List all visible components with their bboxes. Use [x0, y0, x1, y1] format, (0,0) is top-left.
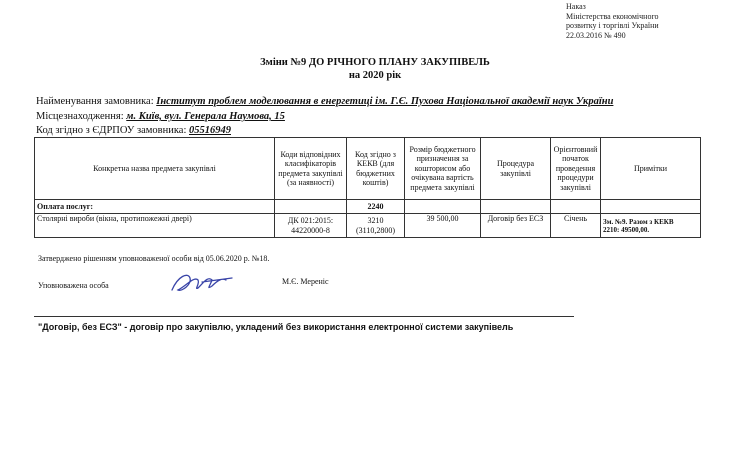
section-empty-4 — [551, 200, 601, 214]
header-amount: Розмір бюджетного призначення за кошторисом або очікувана вартість предмета закупівлі — [405, 138, 481, 200]
order-reference — [566, 2, 659, 40]
header-subject: Конкретна назва предмета закупівлі — [35, 138, 275, 200]
customer-name-value: Інститут проблем моделювання в енергетиці ім. Г.Є. Пухова Національної академії наук України — [156, 96, 614, 107]
title-line-1: Зміни №9 ДО РІЧНОГО ПЛАНУ ЗАКУПІВЕЛЬ — [260, 57, 490, 68]
row-subject: Столярні вироби (вікна, протипожежні двері) — [35, 214, 275, 238]
order-line-4: 22.03.2016 № 490 — [566, 30, 626, 40]
row-classifier-line-1: ДК 021:2015: — [287, 216, 334, 225]
table-section-row — [35, 200, 701, 214]
row-note-line-1: Зм. №9. Разом з КЕКВ — [603, 217, 674, 226]
table-header-row — [35, 138, 701, 200]
header-notes: Примітки — [601, 138, 701, 200]
customer-location-row — [36, 111, 285, 122]
footnote-text: "Договір, без ЕСЗ" - договір про закупівлю, укладений без використання електронної системи закупівель — [38, 322, 514, 332]
signatory-name: М.Є. Мереніс — [282, 277, 329, 286]
order-line-3: розвитку і торгівлі України — [566, 21, 659, 31]
section-empty-1 — [275, 200, 347, 214]
order-line-1: Наказ — [566, 2, 586, 11]
section-empty-3 — [481, 200, 551, 214]
customer-edrpou-row — [36, 125, 231, 136]
procurement-table — [34, 137, 701, 238]
customer-name-label: Найменування замовника: — [36, 96, 154, 107]
signatory-role: Уповноважена особа — [38, 281, 109, 290]
section-label: Оплата послуг: — [35, 200, 275, 214]
row-kekv-line-1: 3210 — [367, 216, 384, 225]
customer-location-value: м. Київ, вул. Генерала Наумова, 15 — [126, 111, 285, 122]
customer-edrpou-label: Код згідно з ЄДРПОУ замовника: — [36, 125, 187, 136]
section-code: 2240 — [347, 200, 405, 214]
row-start: Січень — [551, 214, 601, 238]
header-procedure: Процедура закупівлі — [481, 138, 551, 200]
row-kekv — [347, 214, 405, 238]
customer-edrpou-value: 05516949 — [189, 125, 231, 136]
document-title — [0, 56, 750, 82]
table-row — [35, 214, 701, 238]
header-kekv: Код згідно з КЕКВ (для бюджетних коштів) — [347, 138, 405, 200]
order-line-2: Міністерства економічного — [566, 11, 659, 21]
section-empty-2 — [405, 200, 481, 214]
section-empty-5 — [601, 200, 701, 214]
approval-text: Затверджено рішенням уповноваженої особи від 05.06.2020 р. №18. — [38, 254, 270, 263]
row-kekv-line-2: (3110,2800) — [355, 225, 396, 235]
row-note-line-2: 2210: 49500,00. — [603, 225, 650, 234]
row-classifier-line-2: 44220000-8 — [291, 225, 330, 235]
header-start: Орієнтовний початок проведення процедури закупівлі — [551, 138, 601, 200]
row-amount: 39 500,00 — [405, 214, 481, 238]
customer-name-row — [36, 96, 613, 107]
row-procedure: Договір без ЕСЗ — [481, 214, 551, 238]
title-line-2: на 2020 рік — [348, 70, 402, 81]
footnote-divider — [34, 316, 574, 317]
signature-image — [168, 268, 238, 298]
header-classifier: Коди відповідних класифікаторів предмета закупівлі (за наявності) — [275, 138, 347, 200]
row-classifier — [275, 214, 347, 238]
row-note — [601, 214, 701, 238]
customer-location-label: Місцезнаходження: — [36, 111, 124, 122]
